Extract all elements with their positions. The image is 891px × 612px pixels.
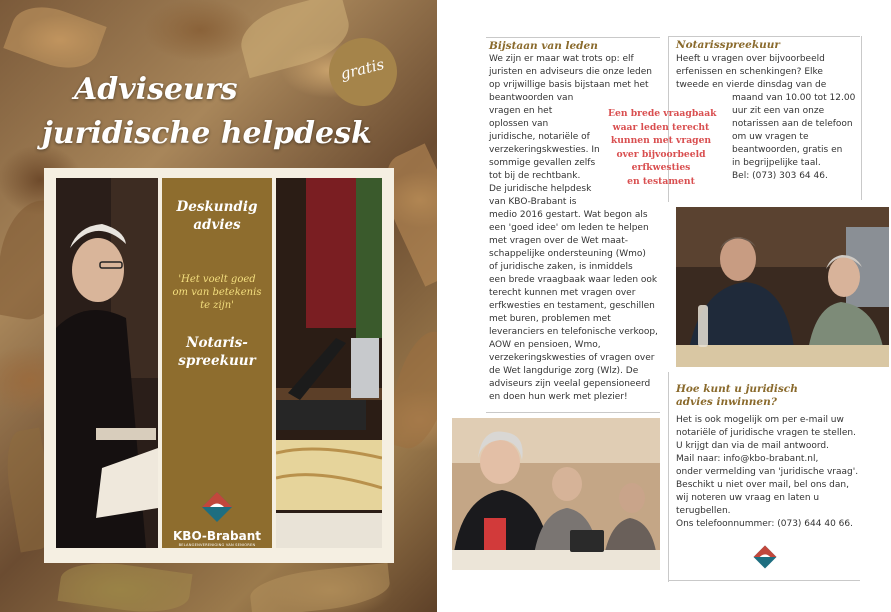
text-line: op vrijwillige basis bijstaan met het — [489, 80, 649, 90]
leaf-decoration — [3, 0, 106, 79]
cover-page — [0, 0, 437, 612]
bijstaan-body — [489, 53, 658, 404]
strip-heading-line: Notaris- — [186, 335, 248, 351]
pull-quote-line: over bijvoorbeeld — [616, 148, 706, 160]
text-line: of juridische zaken, is inmiddels — [489, 262, 633, 272]
text-line: een 'goed idee' om leden te helpen — [489, 223, 649, 233]
desk-illustration — [276, 178, 382, 548]
section-title-inwinnen — [676, 383, 798, 409]
text-line: en doen hun werk met plezier! — [489, 392, 628, 402]
text-line: Het is ook mogelijk om per e-mail uw — [676, 415, 844, 425]
text-line: erfenissen en schenkingen? Elke — [676, 67, 823, 77]
text-line: U krijgt dan via de mail antwoord. — [676, 441, 829, 451]
pull-quote-line: en testament — [627, 175, 695, 187]
strip-quote — [162, 273, 272, 312]
text-line: AOW en pensioen, Wmo, — [489, 340, 601, 350]
text-line: van KBO-Brabant is — [489, 197, 577, 207]
text-line: onder vermelding van 'juridische vraag'. — [676, 467, 859, 477]
strip-heading-advies — [162, 198, 272, 234]
text-line: verzekeringskwesties. In — [489, 145, 600, 155]
column-divider — [861, 36, 862, 200]
text-line: met vragen over de Wet maat- — [489, 236, 628, 246]
desk-photo — [276, 178, 382, 548]
cover-title — [42, 68, 372, 156]
pull-quote-line: erfkwesties — [631, 162, 691, 174]
text-line: vragen en het — [489, 106, 553, 116]
text-line: adviseurs zijn veelal gepensioneerd — [489, 379, 651, 389]
text-line: juridische, notariële of — [489, 132, 590, 142]
section-title-line: advies inwinnen? — [676, 396, 777, 408]
kbo-diamond-icon — [200, 490, 234, 524]
text-line: verzekeringskwesties of vragen over — [489, 353, 655, 363]
leaf-decoration — [248, 563, 391, 612]
text-line: met buren, problemen met — [489, 314, 611, 324]
pull-quote-line: waar leden terecht — [612, 121, 710, 133]
text-line: schappelijke ondersteuning (Wmo) — [489, 249, 646, 259]
text-line: Bel: (073) 303 64 46. — [732, 171, 828, 181]
text-line: beantwoorden van — [489, 93, 574, 103]
strip-quote-line: om van betekenis — [172, 287, 262, 298]
text-line: Heeft u vragen over bijvoorbeeld — [676, 54, 825, 64]
cover-title-line-2: juridische helpdesk — [42, 116, 372, 151]
pull-quote — [608, 107, 717, 189]
text-line: terugbellen. — [676, 506, 731, 516]
text-line: tweede en vierde dinsdag van de — [676, 80, 827, 90]
kbo-logo-name: KBO-Brabant — [173, 529, 261, 543]
strip-heading-notaris — [162, 334, 272, 370]
text-line: medio 2016 gestart. Wat begon als — [489, 210, 648, 220]
column-divider — [486, 412, 660, 413]
text-line: maand van 10.00 tot 12.00 — [732, 93, 856, 103]
text-line: Mail naar: info@kbo-brabant.nl, — [676, 454, 819, 464]
text-line: de Wet langdurige zorg (Wlz). De — [489, 366, 639, 376]
section-title-bijstaan: Bijstaan van leden — [489, 40, 598, 52]
group-illustration — [452, 418, 660, 570]
text-line: uur zit een van onze — [732, 106, 825, 116]
strip-quote-line: te zijn' — [200, 300, 234, 311]
notaris-body-bottom — [732, 92, 855, 183]
text-line: erfkwesties en testament, geschillen — [489, 301, 655, 311]
gratis-badge: gratis — [322, 31, 404, 113]
column-divider — [668, 36, 860, 37]
text-line: terecht kunnen met vragen over — [489, 288, 636, 298]
text-line: notariële of juridische vragen te stellen. — [676, 428, 856, 438]
group-photo — [452, 418, 660, 570]
kbo-diamond-icon-small — [752, 544, 778, 570]
cover-photo-panel — [44, 168, 394, 563]
cover-title-line-1: Adviseurs — [74, 72, 238, 107]
text-line: Ons telefoonnummer: (073) 644 40 66. — [676, 519, 853, 529]
strip-heading-line: Deskundig — [176, 199, 258, 215]
text-line: beantwoorden, gratis en — [732, 145, 843, 155]
pull-quote-line: Een brede vraagbaak — [608, 108, 717, 119]
kbo-logo — [162, 490, 272, 547]
text-line: notarissen aan de telefoon — [732, 119, 853, 129]
text-line: wij noteren uw vraag en laten u — [676, 493, 820, 503]
column-divider — [486, 37, 660, 38]
pull-quote-line: kunnen met vragen — [610, 135, 712, 147]
kbo-logo-tagline: BELANGENVERENIGING VAN SENIOREN — [178, 543, 256, 547]
adviser-photo — [56, 178, 158, 548]
text-line: een brede vraagbaak waar leden ook — [489, 275, 658, 285]
meeting-photo — [676, 207, 889, 367]
adviser-illustration — [56, 178, 158, 548]
text-line: oplossen van — [489, 119, 549, 129]
meeting-illustration — [676, 207, 889, 367]
text-line: sommige gevallen zelfs — [489, 158, 596, 168]
inwinnen-body — [676, 414, 858, 531]
column-divider — [668, 372, 669, 582]
strip-heading-line: spreekuur — [178, 353, 256, 369]
text-line: We zijn er maar wat trots op: elf — [489, 54, 634, 64]
section-title-line: Hoe kunt u juridisch — [676, 383, 798, 395]
text-line: leveranciers en telefonische verkoop, — [489, 327, 658, 337]
leaf-decoration — [58, 556, 193, 612]
strip-quote-line: 'Het voelt goed — [178, 274, 256, 285]
section-title-notaris: Notarisspreekuur — [676, 39, 780, 51]
text-line: tot bij de rechtbank. — [489, 171, 581, 181]
text-line: in begrijpelijke taal. — [732, 158, 821, 168]
text-line: om uw vragen te — [732, 132, 809, 142]
strip-heading-line: advies — [193, 217, 241, 233]
column-divider — [668, 580, 860, 581]
text-line: Beschikt u niet over mail, bel ons dan, — [676, 480, 849, 490]
text-line: juristen en adviseurs die onze leden — [489, 67, 652, 77]
notaris-body-top — [676, 53, 826, 92]
text-line: De juridische helpdesk — [489, 184, 592, 194]
